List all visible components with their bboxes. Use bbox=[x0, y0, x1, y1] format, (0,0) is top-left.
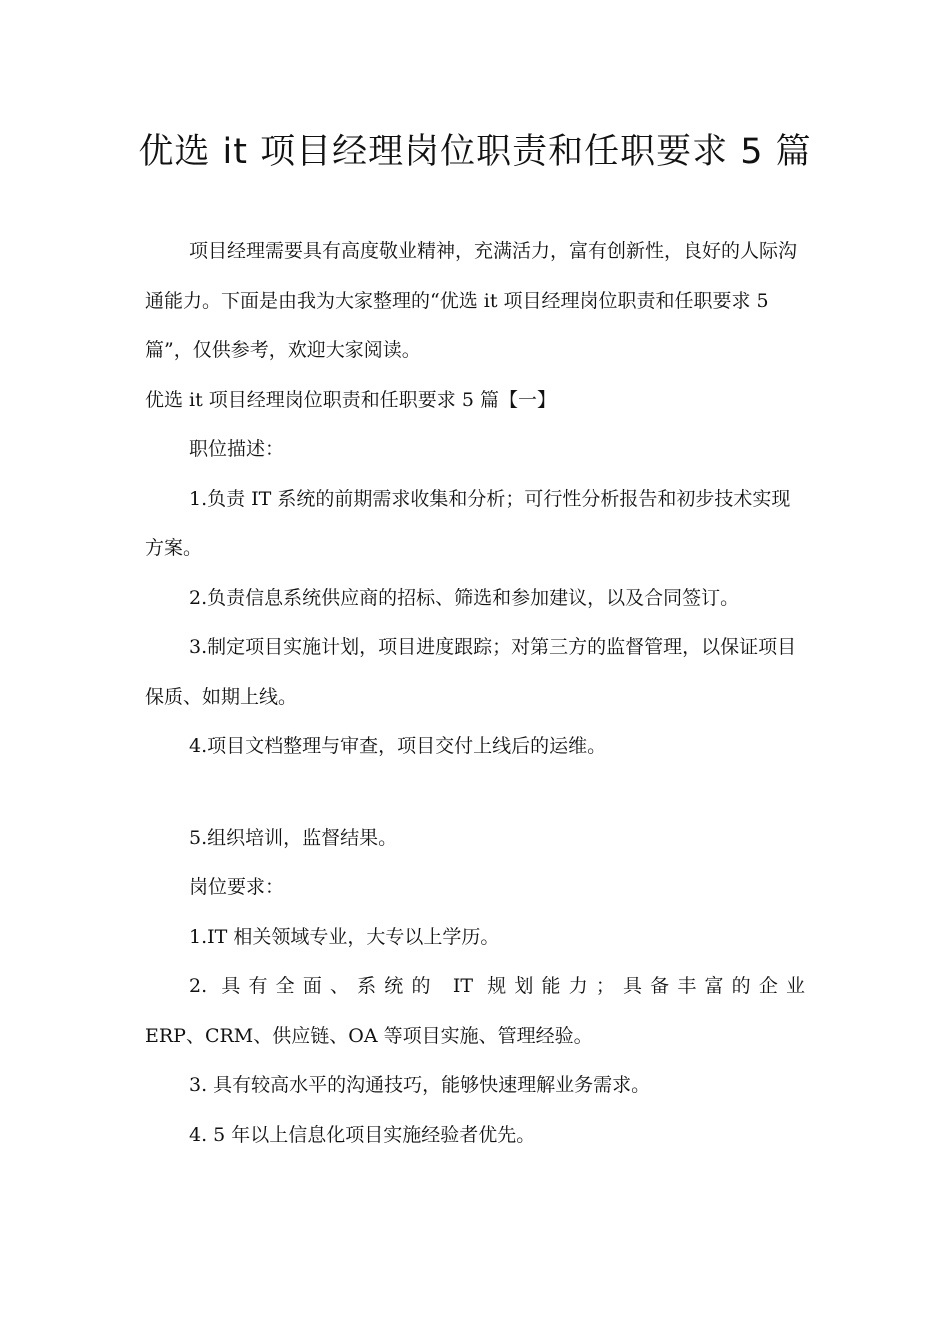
duty-item-4: 4.项目文档整理与审查，项目交付上线后的运维。 bbox=[189, 735, 607, 757]
paragraph-gap bbox=[145, 772, 805, 814]
duty-item-3: 3.制定项目实施计划，项目进度跟踪；对第三方的监督管理，以保证项目保质、如期上线。 bbox=[145, 636, 797, 708]
job-description-label: 职位描述： bbox=[189, 438, 285, 460]
duty-item-5: 5.组织培训，监督结果。 bbox=[189, 826, 398, 849]
requirement-item-4: 4. 5 年以上信息化项目实施经验者优先。 bbox=[189, 1123, 536, 1146]
section-heading: 优选 it 项目经理岗位职责和任职要求 5 篇【一】 bbox=[145, 388, 556, 411]
duty-item-2: 2.负责信息系统供应商的招标、筛选和参加建议，以及合同签订。 bbox=[189, 586, 740, 609]
document-body bbox=[145, 227, 805, 1160]
requirement-item-1: 1.IT 相关领域专业，大专以上学历。 bbox=[189, 925, 500, 948]
requirements-label: 岗位要求： bbox=[189, 876, 285, 898]
requirement-item-2-continued: ERP、CRM、供应链、OA 等项目实施、管理经验。 bbox=[145, 1024, 593, 1047]
requirement-item-2: 2. 具有全面、系统的 IT 规划能力；具备丰富的企业 bbox=[189, 975, 805, 997]
document-title: 优选 it 项目经理岗位职责和任职要求 5 篇 bbox=[138, 132, 812, 172]
intro-paragraph: 项目经理需要具有高度敬业精神，充满活力，富有创新性，良好的人际沟通能力。下面是由我为大家整理的“优选 it 项目经理岗位职责和任职要求 5 篇”，仅供参考，欢迎大家阅读。 bbox=[145, 240, 798, 361]
requirement-item-3: 3. 具有较高水平的沟通技巧，能够快速理解业务需求。 bbox=[189, 1074, 651, 1096]
duty-item-1: 1.负责 IT 系统的前期需求收集和分析；可行性分析报告和初步技术实现方案。 bbox=[145, 487, 791, 559]
